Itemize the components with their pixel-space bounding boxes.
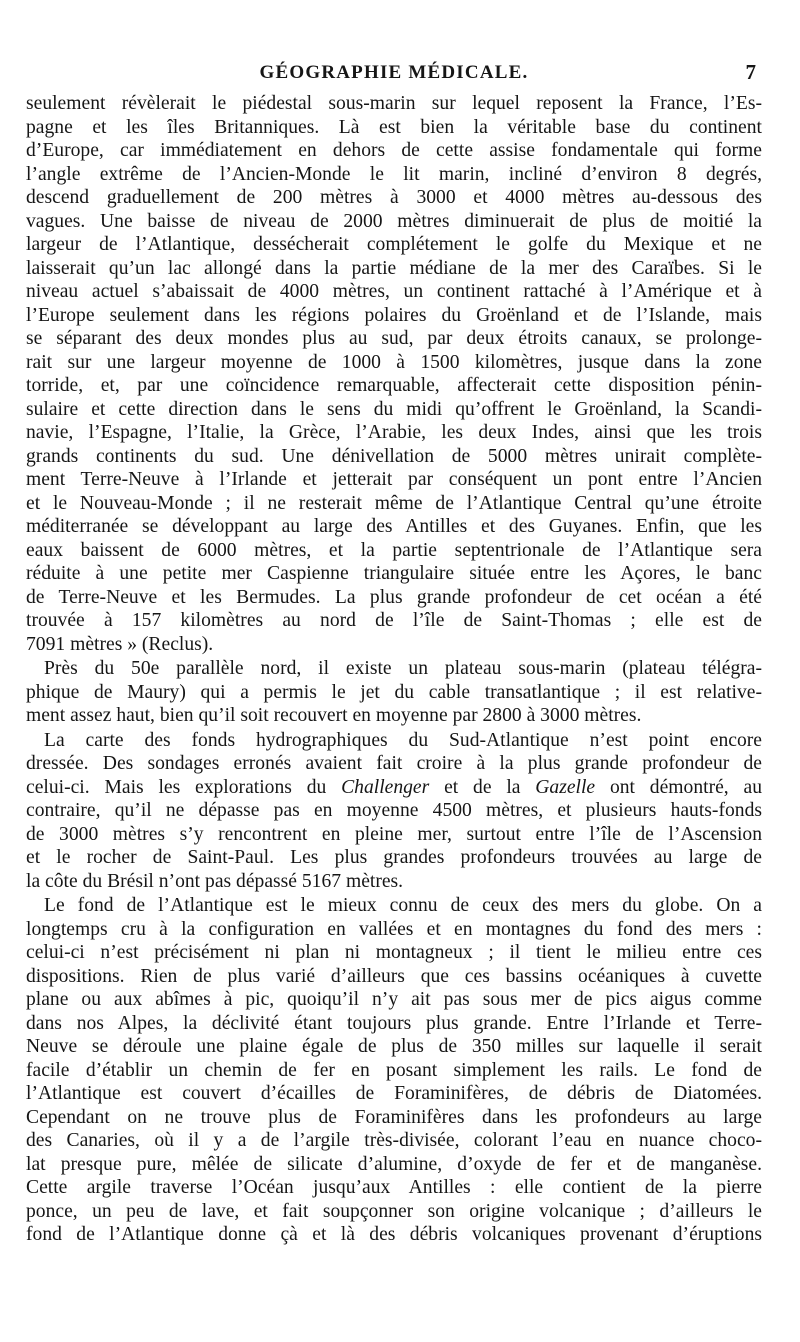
text-line: 7091 mètres » (Reclus).	[26, 633, 214, 655]
text-line: ment assez haut, bien qu’il soit recouvert en moyenne par 2800 à 3000 mètres.	[26, 705, 642, 726]
text-line: La carte des fonds hydrographiques du Sud-Atlantique n’est point encore	[44, 729, 762, 751]
text-segment: ont démontré, au	[595, 776, 762, 798]
text-line: l’Europe seulement dans les régions polaires du Groënland et de l’Islande, mais	[26, 304, 762, 326]
text-line: l’Atlantique est couvert d’écailles de Foraminifères, de débris de Diatomées.	[26, 1083, 762, 1104]
text-line: grands continents du sud. Une dénivellation de 5000 mètres unirait complète-	[26, 445, 762, 467]
text-line: plane ou aux abîmes à pic, quoiqu’il n’y ait pas sous mer de pics aigus comme	[26, 989, 762, 1010]
text-line: phique de Maury) qui a permis le jet du cable transatlantique ; il est relative-	[26, 681, 762, 703]
text-line: de 3000 mètres s’y rencontrent en pleine mer, surtout entre l’île de l’Ascension	[26, 823, 762, 845]
text-line: sulaire et cette direction dans le sens du midi qu’offrent le Groënland, la Scandi-	[26, 398, 762, 420]
text-line: et le Nouveau-Monde ; il ne resterait même de l’Atlantique Central qu’une étroite	[26, 492, 762, 514]
text-line: torride, et, par une coïncidence remarquable, affecterait cette disposition pénin-	[26, 375, 762, 396]
text-line: la côte du Brésil n’ont pas dépassé 5167 mètres.	[26, 870, 404, 892]
ship-name-challenger: Challenger	[341, 776, 430, 798]
text-line: et le rocher de Saint-Paul. Les plus grandes profondeurs trouvées au large de	[26, 847, 762, 868]
text-line: Cependant on ne trouve plus de Foraminifères dans les profondeurs au large	[26, 1106, 762, 1128]
ship-name-gazelle: Gazelle	[535, 776, 596, 798]
text-line: navie, l’Espagne, l’Italie, la Grèce, l’Arabie, les deux Indes, ainsi que les trois	[26, 422, 762, 443]
text-line: Le fond de l’Atlantique est le mieux connu de ceux des mers du globe. On a	[44, 895, 762, 916]
text-line: dans nos Alpes, la déclivité étant toujours plus grande. Entre l’Irlande et Terre-	[26, 1012, 762, 1034]
text-line: ponce, un peu de lave, et fait soupçonner son origine volcanique ; d’ailleurs le	[26, 1200, 762, 1222]
text-line: celui-ci n’est précisément ni plan ni montagneux ; il tient le milieu entre ces	[26, 942, 762, 963]
text-line: laisserait qu’un lac allongé dans la partie médiane de la mer des Caraïbes. Si le	[26, 257, 762, 279]
text-line: facile d’établir un chemin de fer en posant simplement les rails. Le fond de	[26, 1059, 762, 1081]
text-line: réduite à une petite mer Caspienne triangulaire située entre les Açores, le banc	[26, 563, 762, 584]
text-line: dispositions. Rien de plus varié d’ailleurs que ces bassins océaniques à cuvette	[26, 965, 762, 987]
text-line: descend graduellement de 200 mètres à 3000 et 4000 mètres au-dessous des	[26, 187, 762, 208]
text-segment: et de la	[429, 776, 536, 798]
text-line: Neuve se déroule une plaine égale de plus de 350 milles sur laquelle il serait	[26, 1036, 762, 1057]
text-line: se séparant des deux mondes plus au sud, par deux étroits canaux, se prolonge-	[26, 328, 762, 349]
text-line: vagues. Une baisse de niveau de 2000 mètres diminuerait de plus de moitié la	[26, 210, 762, 232]
running-head	[26, 58, 762, 92]
text-line: longtemps cru à la configuration en vallées et en montagnes du fond des mers :	[26, 918, 762, 940]
text-line: seulement révèlerait le piédestal sous-marin sur lequel reposent la France, l’Es-	[26, 93, 762, 114]
text-line: des Canaries, où il y a de l’argile très-divisée, colorant l’eau en nuance choco-	[26, 1130, 762, 1151]
text-line: Près du 50e parallèle nord, il existe un plateau sous-marin (plateau télégra-	[44, 658, 762, 679]
text-line: niveau actuel s’abaissait de 4000 mètres, un continent rattaché à l’Amérique et à	[26, 281, 762, 302]
text-line: de Terre-Neuve et les Bermudes. La plus grande profondeur de cet océan a été	[26, 586, 762, 608]
text-line: lat presque pure, mêlée de silicate d’alumine, d’oxyde de fer et de manganèse.	[26, 1153, 762, 1175]
text-line: largeur de l’Atlantique, dessécherait complétement le golfe du Mexique et ne	[26, 234, 762, 255]
text-line: Cette argile traverse l’Océan jusqu’aux Antilles : elle contient de la pierre	[26, 1177, 762, 1198]
text-line: méditerranée se développant au large des Antilles et des Guyanes. Enfin, que les	[26, 516, 762, 537]
text-line: eaux baissent de 6000 mètres, et la partie septentrionale de l’Atlantique sera	[26, 539, 762, 561]
document-page	[26, 58, 762, 1247]
text-line: pagne et les îles Britanniques. Là est bien la véritable base du continent	[26, 116, 762, 138]
running-title: GÉOGRAPHIE MÉDICALE.	[259, 62, 529, 83]
text-line: trouvée à 157 kilomètres au nord de l’île de Saint-Thomas ; elle est de	[26, 610, 762, 631]
text-line: ment Terre-Neuve à l’Irlande et jetterait par conséquent un pont entre l’Ancien	[26, 469, 762, 490]
text-line: rait sur une largeur moyenne de 1000 à 1500 kilomètres, jusque dans la zone	[26, 351, 762, 373]
text-line: contraire, qu’il ne dépasse pas en moyenne 4500 mètres, et plusieurs hauts-fonds	[26, 800, 762, 821]
text-line-with-italics	[26, 776, 762, 800]
text-segment: celui-ci. Mais les explorations du	[26, 776, 342, 798]
text-line: l’angle extrême de l’Ancien-Monde le lit marin, incliné d’environ 8 degrés,	[26, 163, 762, 185]
text-line: dressée. Des sondages erronés avaient fait croire à la plus grande profondeur de	[26, 753, 762, 774]
text-line: d’Europe, car immédiatement en dehors de cette assise fondamentale qui forme	[26, 140, 762, 161]
body-text	[26, 92, 762, 1247]
text-line: fond de l’Atlantique donne çà et là des débris volcaniques provenant d’éruptions	[26, 1224, 762, 1245]
page-number: 7	[745, 60, 756, 84]
